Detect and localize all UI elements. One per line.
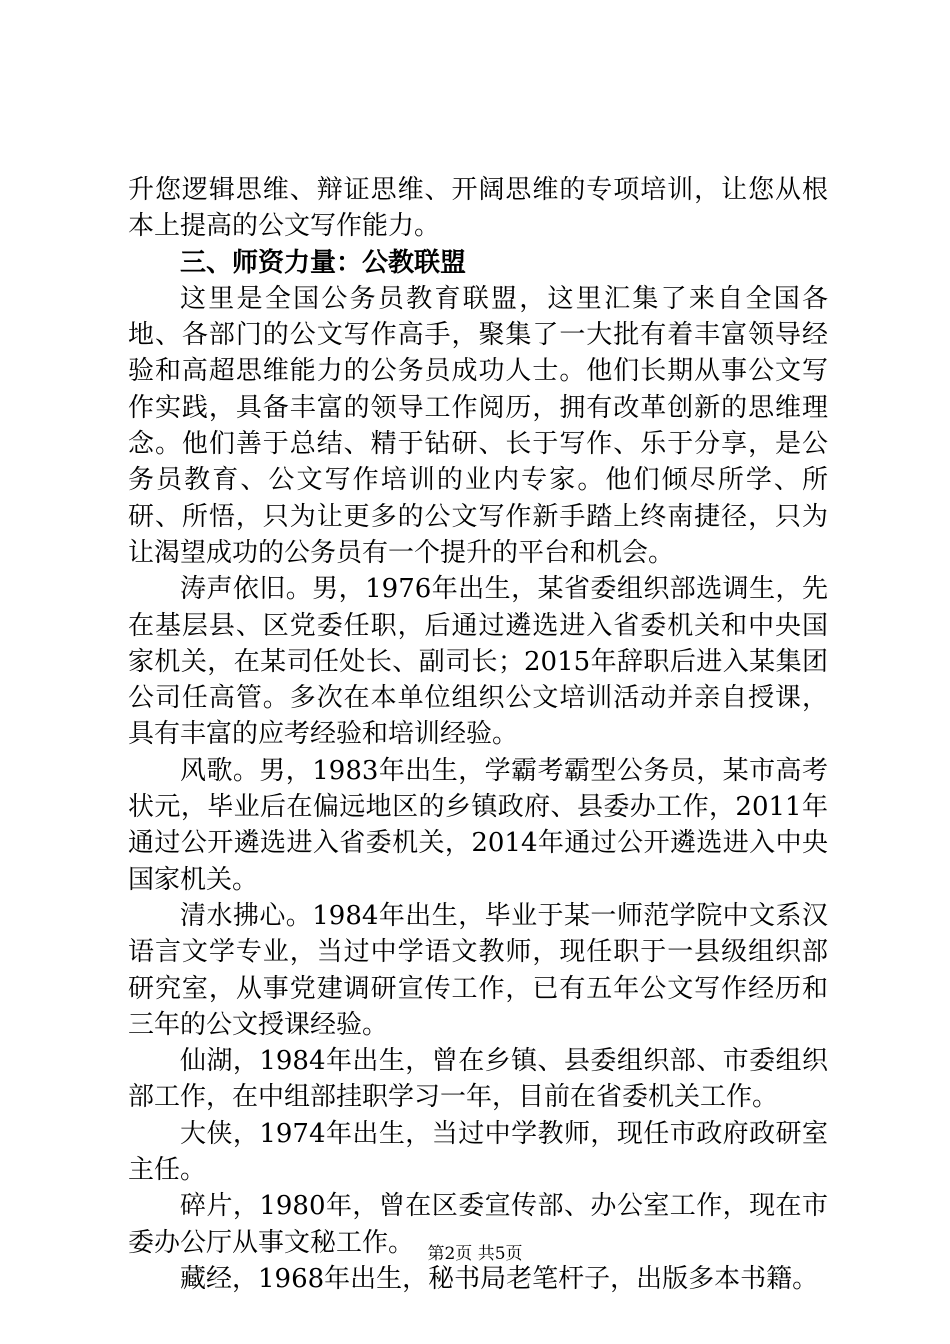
section-heading: 三、师资力量：公教联盟 (180, 247, 467, 278)
page-number-footer: 第2页 共5页 (427, 1244, 523, 1264)
paragraph-teacher-qingshuifuxin: 清水拂心。1984年出生，毕业于某一师范学院中文系汉语言文学专业，当过中学语文教师，现任职于一县级组织部研究室，从事党建调研宣传工作，已有五年公文写作经历和三年的公文授课经验。 (128, 900, 828, 1040)
paragraph-teacher-suipian: 碎片，1980年，曾在区委宣传部、办公室工作，现在市委办公厅从事文秘工作。 (128, 1191, 828, 1258)
paragraph-teacher-fengge: 风歌。男，1983年出生，学霸考霸型公务员，某市高考状元，毕业后在偏远地区的乡镇政府、县委办工作，2011年通过公开遴选进入省委机关，2014年通过公开遴选进入中央国家机关。 (128, 755, 828, 895)
paragraph-teacher-xianhu: 仙湖，1984年出生，曾在乡镇、县委组织部、市委组织部工作，在中组部挂职学习一年，目前在省委机关工作。 (128, 1046, 828, 1113)
document-body (128, 172, 828, 1297)
paragraph-teacher-cangjing: 藏经，1968年出生，秘书局老笔杆子，出版多本书籍。 (180, 1263, 819, 1294)
paragraph-continuation: 升您逻辑思维、辩证思维、开阔思维的专项培训，让您从根本上提高的公文写作能力。 (128, 175, 828, 242)
paragraph-teacher-taoshengyijiu: 涛声依旧。男，1976年出生，某省委组织部选调生，先在基层县、区党委任职，后通过遴选进入省委机关和中央国家机关，在某司任处长、副司长；2015年辞职后进入某集团公司任高管。多次在本单位组织公文培训活动并亲自授课，具有丰富的应考经验和培训经验。 (128, 574, 828, 750)
paragraph-teacher-daxia: 大侠，1974年出生，当过中学教师，现任市政府政研室主任。 (128, 1118, 828, 1186)
paragraph-alliance-intro: 这里是全国公务员教育联盟，这里汇集了来自全国各地、各部门的公文写作高手，聚集了一大批有着丰富领导经验和高超思维能力的公务员成功人士。他们长期从事公文写作实践，具备丰富的领导工作阅历，拥有改革创新的思维理念。他们善于总结、精于钻研、长于写作、乐于分享，是公务员教育、公文写作培训的业内专家。他们倾尽所学、所研、所悟，只为让更多的公文写作新手踏上终南捷径，只为让渴望成功的公务员有一个提升的平台和机会。 (128, 283, 828, 568)
